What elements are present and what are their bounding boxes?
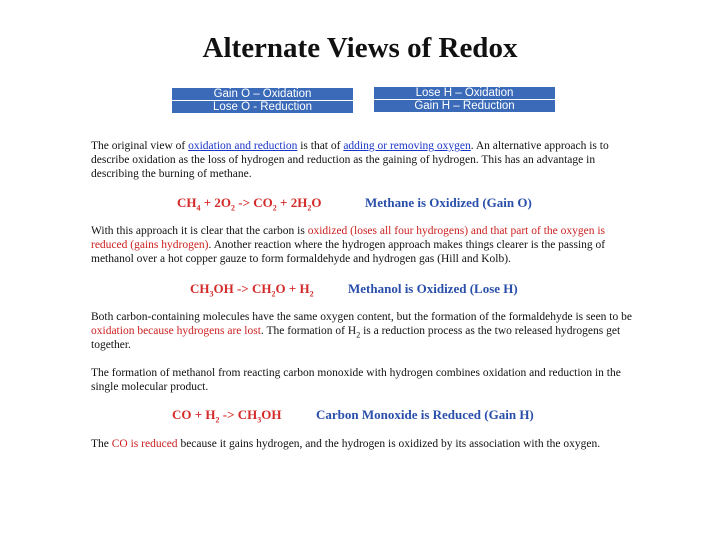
intro-paragraph <box>91 139 639 181</box>
oxygen-definition-box <box>172 88 353 113</box>
methane-equation: $CH_4 + 2O_2 -> CO_2 + 2H_2O$ <box>177 195 322 213</box>
lose-o-reduction-label: Lose O - Reduction <box>172 100 353 113</box>
oxidation-reduction-link[interactable]: oxidation and reduction <box>188 140 298 152</box>
carbon-monoxide-equation: CO + $H_2 -> CH_3OH$ <box>172 407 282 425</box>
intro-text-c: . An alternative approach is to describe oxidation as the loss of hydrogen and reduction as the gaining of hydrogen. This has an advantage in describing the burning of methane. <box>91 140 609 180</box>
carbon-monoxide-caption: Carbon Monoxide is Reduced (Gain H) <box>316 407 534 422</box>
methanol-formation-paragraph: The formation of methanol from reacting carbon monoxide with hydrogen combines oxidation and reduction in the single molecular product. <box>91 367 621 393</box>
slide-title: Alternate Views of Redox <box>202 32 518 64</box>
co-reduced-emphasis: CO is reduced <box>111 438 178 450</box>
formaldehyde-paragraph: Both carbon-containing molecules have the same oxygen content, but the formation of the formaldehyde is seen to be oxidation because hydrogens are lost. The formation of $H_2$ is a reduction process as the two released hydrogens get together. <box>91 311 632 351</box>
hydrogen-loss-emphasis: oxidation because hydrogens are lost <box>91 325 261 337</box>
lose-h-oxidation-label: Lose H – Oxidation <box>415 87 514 99</box>
adding-removing-oxygen-link[interactable]: adding or removing oxygen <box>343 140 471 152</box>
co-reduced-paragraph: The CO is reduced because it gains hydrogen, and the hydrogen is oxidized by its association with the oxygen. <box>91 438 601 450</box>
intro-text-b: is that of <box>297 140 344 152</box>
methanol-caption: Methanol is Oxidized (Lose H) <box>348 281 518 296</box>
hydrogen-definition-box <box>374 87 555 112</box>
methanol-equation: $CH_3OH -> CH_2O + H_2$ <box>190 281 314 299</box>
hydrogen-approach-paragraph: With this approach it is clear that the carbon is oxidized (loses all four hydrogens) and that part of the oxygen is reduced (gains hydrogen). Another reaction where the hydrogen approach makes things clearer is the passing of methanol over a hot copper gauze to form formaldehyde and hydrogen gas (Hill and Kolb). <box>91 225 606 265</box>
carbon-oxidized-emphasis: oxidized (loses all four hydrogens) and that part of the oxygen is reduced (gains hydrogen) <box>91 225 606 251</box>
methane-caption: Methane is Oxidized (Gain O) <box>365 195 532 210</box>
intro-text-a: The original view of <box>91 140 189 152</box>
gain-h-reduction-label: Gain H – Reduction <box>374 99 555 112</box>
gain-o-oxidation-label: Gain O – Oxidation <box>213 88 312 100</box>
